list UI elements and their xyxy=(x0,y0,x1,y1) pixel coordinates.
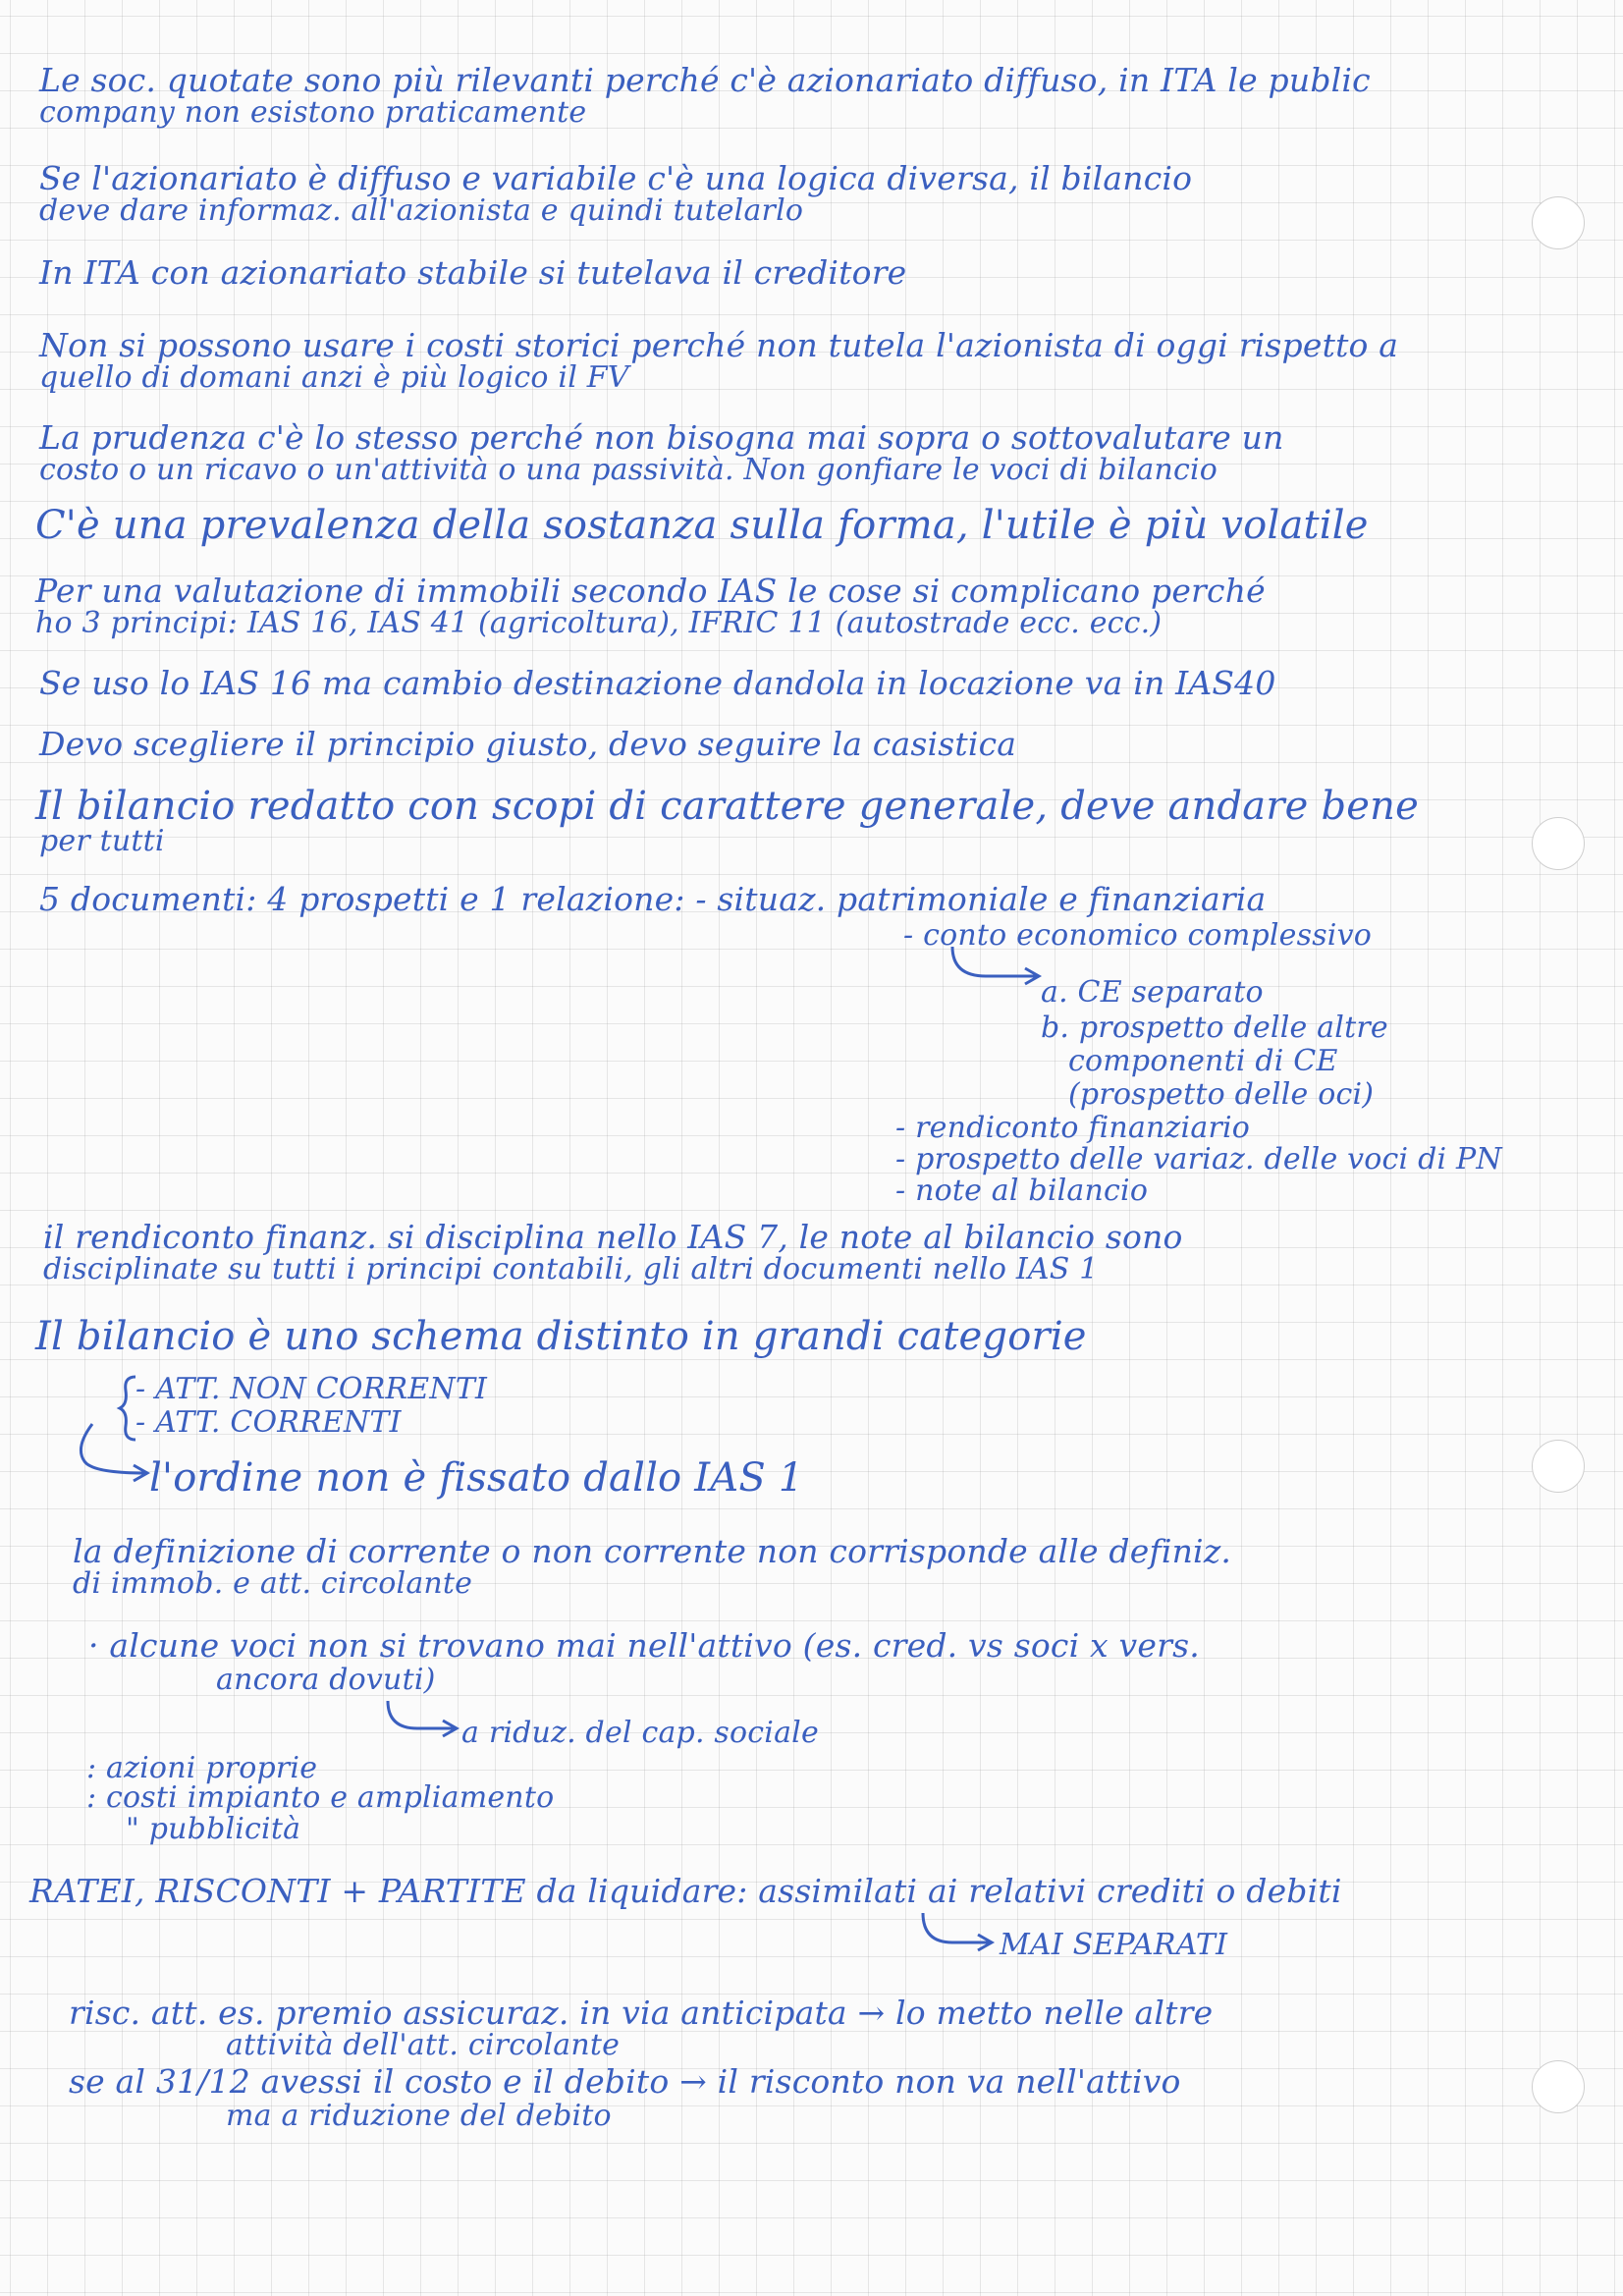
note-line: company non esistono praticamente xyxy=(39,95,587,130)
note-line: " pubblicità xyxy=(126,1812,301,1846)
note-line: MAI SEPARATI xyxy=(1000,1928,1228,1962)
note-line: risc. att. es. premio assicuraz. in via anticipata → lo metto nelle altre xyxy=(69,1994,1214,2032)
punch-hole xyxy=(1532,817,1585,870)
note-line: RATEI, RISCONTI + PARTITE da liquidare: assimilati ai relativi crediti o debiti xyxy=(29,1872,1342,1910)
note-line: - prospetto delle variaz. delle voci di PN xyxy=(895,1142,1502,1176)
note-line: l'ordine non è fissato dallo IAS 1 xyxy=(149,1455,804,1501)
curved-arrow-icon xyxy=(71,1420,159,1489)
note-line: quello di domani anzi è più logico il FV xyxy=(39,360,629,395)
note-line: a riduz. del cap. sociale xyxy=(461,1716,819,1750)
curved-arrow-icon xyxy=(913,1909,1000,1958)
note-line: - rendiconto finanziario xyxy=(895,1111,1251,1145)
note-line: - ATT. CORRENTI xyxy=(135,1405,402,1440)
note-line: Se l'azionariato è diffuso e variabile c'è una logica diversa, il bilancio xyxy=(39,159,1193,197)
punch-hole xyxy=(1532,2060,1585,2113)
note-line: a. CE separato xyxy=(1041,975,1264,1010)
note-line: Le soc. quotate sono più rilevanti perché c'è azionariato diffuso, in ITA le public xyxy=(39,61,1371,99)
note-line: deve dare informaz. all'azionista e quindi tutelarlo xyxy=(39,193,804,228)
note-line: Per una valutazione di immobili secondo IAS le cose si complicano perché xyxy=(35,572,1266,610)
note-line: In ITA con azionariato stabile si tutelava il creditore xyxy=(39,253,907,292)
note-line: disciplinate su tutti i principi contabili, gli altri documenti nello IAS 1 xyxy=(43,1252,1099,1286)
note-line: attività dell'att. circolante xyxy=(226,2028,621,2062)
note-line: la definizione di corrente o non corrente non corrisponde alle definiz. xyxy=(73,1532,1232,1570)
curved-arrow-icon xyxy=(378,1697,464,1744)
note-line: Non si possono usare i costi storici perché non tutela l'azionista di oggi rispetto a xyxy=(39,326,1399,364)
punch-hole xyxy=(1532,1440,1585,1493)
note-line: - note al bilancio xyxy=(895,1174,1149,1208)
note-line: il rendiconto finanz. si disciplina nello IAS 7, le note al bilancio sono xyxy=(43,1218,1183,1256)
note-line: Il bilancio redatto con scopi di carattere generale, deve andare bene xyxy=(35,784,1419,829)
note-line: ho 3 principi: IAS 16, IAS 41 (agricoltura), IFRIC 11 (autostrade ecc. ecc.) xyxy=(35,606,1163,640)
curved-arrow-icon xyxy=(943,943,1051,992)
note-line: costo o un ricavo o un'attività o una passività. Non gonfiare le voci di bilancio xyxy=(39,453,1218,487)
note-line: ma a riduzione del debito xyxy=(226,2099,612,2133)
note-line: Il bilancio è uno schema distinto in grandi categorie xyxy=(35,1314,1087,1359)
note-line: 5 documenti: 4 prospetti e 1 relazione: - situaz. patrimoniale e finanziaria xyxy=(39,880,1267,918)
note-line: - ATT. NON CORRENTI xyxy=(135,1372,488,1406)
note-line: ancora dovuti) xyxy=(216,1663,436,1697)
note-line: (prospetto delle oci) xyxy=(1068,1077,1375,1112)
note-line: per tutti xyxy=(39,824,165,858)
note-line: Devo scegliere il principio giusto, devo seguire la casistica xyxy=(39,725,1017,763)
note-line: - conto economico complessivo xyxy=(903,918,1373,953)
note-line: b. prospetto delle altre xyxy=(1041,1011,1388,1045)
note-line: Se uso lo IAS 16 ma cambio destinazione dandola in locazione va in IAS40 xyxy=(39,664,1276,702)
note-line: : costi impianto e ampliamento xyxy=(86,1780,555,1815)
note-line: se al 31/12 avessi il costo e il debito → il risconto non va nell'attivo xyxy=(69,2062,1181,2101)
note-line: : azioni proprie xyxy=(86,1751,318,1785)
note-line: componenti di CE xyxy=(1068,1044,1338,1078)
note-line: La prudenza c'è lo stesso perché non bisogna mai sopra o sottovalutare un xyxy=(39,418,1284,457)
note-line: · alcune voci non si trovano mai nell'attivo (es. cred. vs soci x vers. xyxy=(88,1626,1200,1665)
note-line: C'è una prevalenza della sostanza sulla forma, l'utile è più volatile xyxy=(35,503,1369,548)
note-line: di immob. e att. circolante xyxy=(73,1566,473,1601)
punch-hole xyxy=(1532,196,1585,249)
